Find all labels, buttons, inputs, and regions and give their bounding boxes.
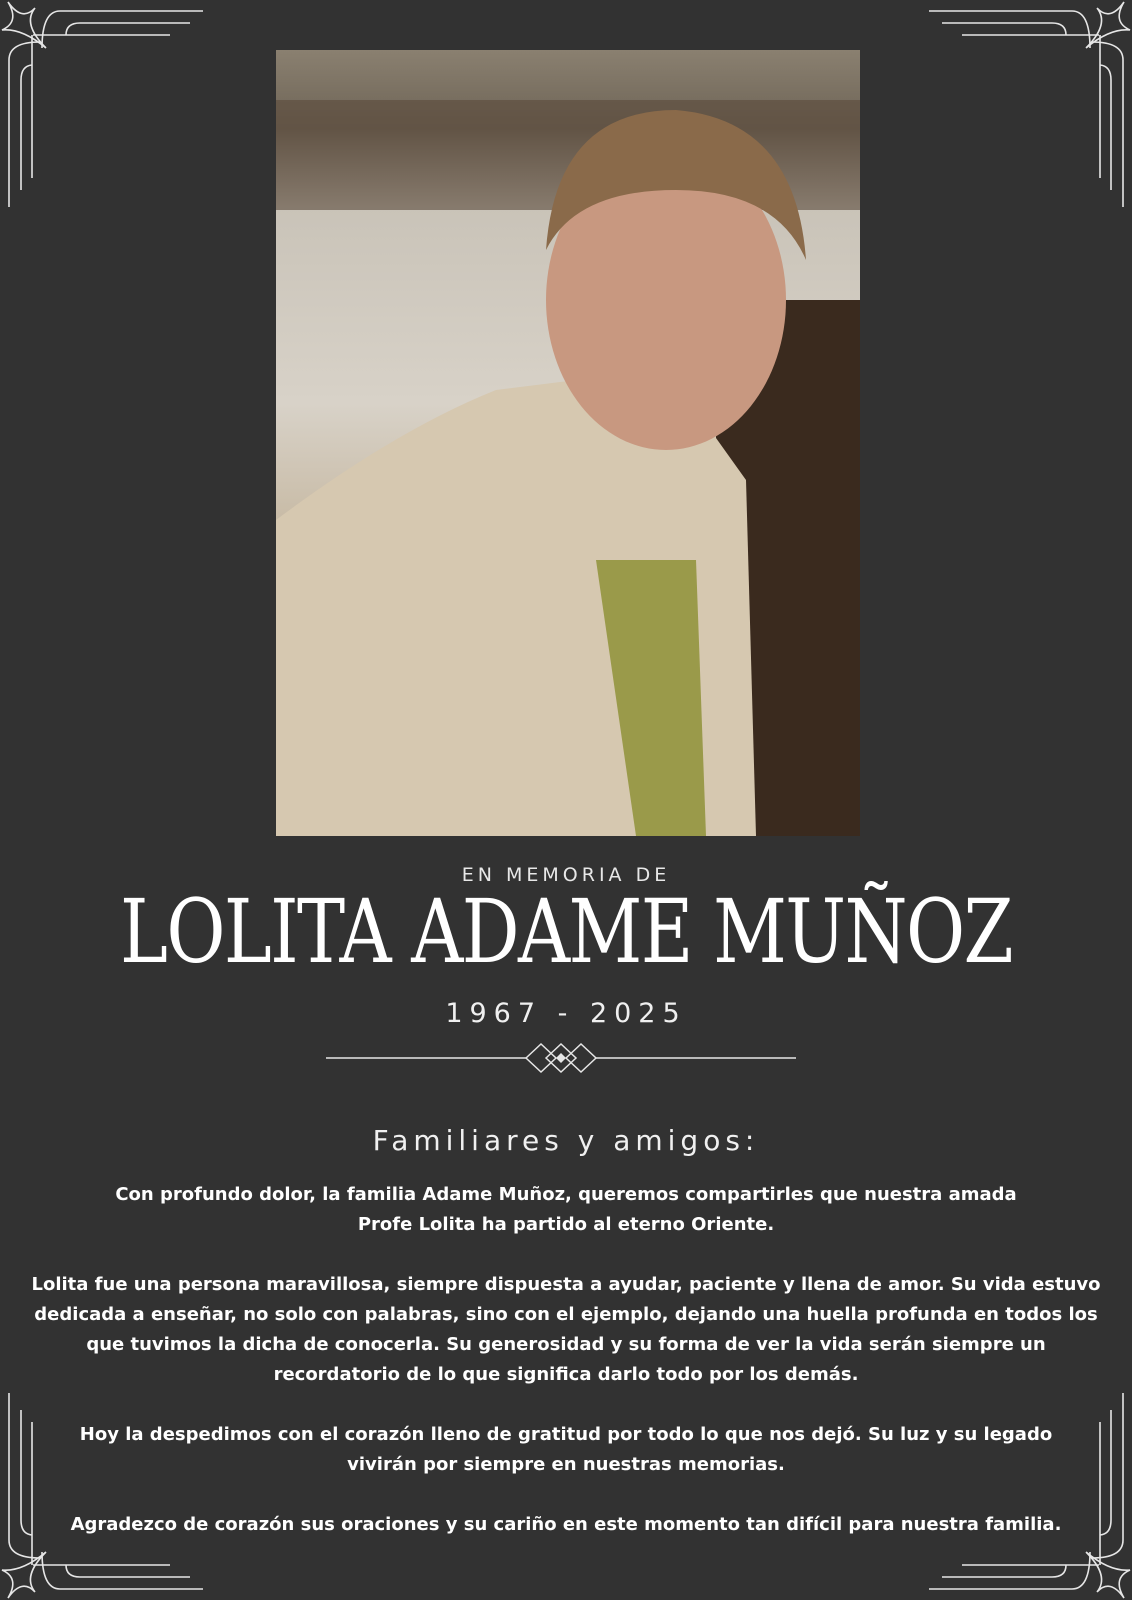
portrait-photo (276, 50, 860, 836)
paragraph: Lolita fue una persona maravillosa, siempre dispuesta a ayudar, paciente y llena de amor. Su vida estuvo dedicada a enseñar, no solo con palabras, sino con el ejemplo, dejando una huella profunda en todos los que tuvimos la dicha de conocerla. Su generosidad y su forma de ver la vida serán siempre un recordatorio de lo que significa darlo todo por los demás. (31, 1274, 1101, 1385)
life-years: 1967 - 2025 (445, 998, 687, 1029)
greeting-heading: Familiares y amigos: (372, 1124, 760, 1157)
corner-ornament-top-left (0, 0, 220, 210)
corner-ornament-top-right (912, 0, 1132, 210)
paragraph: Hoy la despedimos con el corazón lleno de gratitud por todo lo que nos dejó. Su luz y su legado vivirán por siempre en nuestras memorias. (79, 1424, 1053, 1475)
ornamental-divider (326, 1040, 796, 1076)
paragraph: Agradezco de corazón sus oraciones y su cariño en este momento tan difícil para nuestra familia. (70, 1514, 1062, 1535)
deceased-name: LOLITA ADAME MUÑOZ (120, 880, 1012, 983)
paragraph: Con profundo dolor, la familia Adame Muñoz, queremos compartirles que nuestra amada Profe Lolita ha partido al eterno Oriente. (115, 1184, 1017, 1235)
in-memory-of-label: EN MEMORIA DE (461, 864, 671, 886)
memorial-message (30, 1180, 1102, 1570)
